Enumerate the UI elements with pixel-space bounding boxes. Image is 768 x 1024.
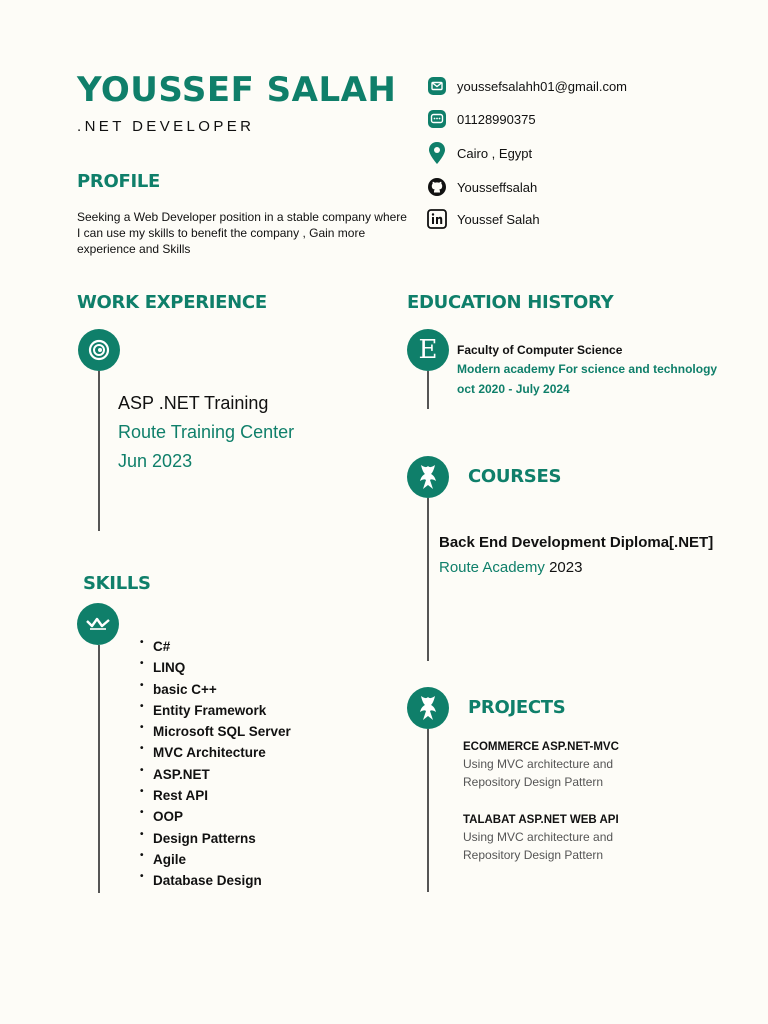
skill-item: • Entity Framework xyxy=(140,700,291,721)
github-text: Yousseffsalah xyxy=(457,179,538,195)
skills-heading: SKILLS xyxy=(83,573,151,594)
eagle-icon xyxy=(407,456,449,498)
skills-timeline-line xyxy=(98,645,100,893)
contact-linkedin[interactable] xyxy=(427,208,540,230)
skill-item: • C# xyxy=(140,636,291,657)
project-item xyxy=(463,741,619,791)
phone-text: 01128990375 xyxy=(457,111,536,127)
work-timeline-line xyxy=(98,371,100,531)
courses-heading: COURSES xyxy=(468,466,562,487)
education-degree: Faculty of Computer Science xyxy=(457,343,623,357)
candidate-name: YOUSSEF SALAH xyxy=(77,70,397,110)
profile-text: Seeking a Web Developer position in a stable company where I can use my skills to benefit the company , Gain more experience and Skills xyxy=(77,210,407,256)
location-pin-icon xyxy=(427,143,447,163)
course-institution-name: Route Academy xyxy=(439,559,545,576)
education-icon-letter: E xyxy=(418,335,438,365)
chat-icon xyxy=(427,109,447,129)
projects-timeline-line xyxy=(427,729,429,892)
skill-item: • ASP.NET xyxy=(140,764,291,785)
project-desc-line: Using MVC architecture and xyxy=(463,757,614,771)
projects-eagle-icon xyxy=(407,687,449,729)
course-title: Back End Development Diploma[.NET] xyxy=(439,534,714,551)
job-date-month: Jun xyxy=(118,451,148,471)
skill-item: • OOP xyxy=(140,806,291,827)
skill-item: • Agile xyxy=(140,849,291,870)
skill-item: • Design Patterns xyxy=(140,828,291,849)
job-date-year: 2023 xyxy=(152,451,193,471)
course-year: 2023 xyxy=(549,559,583,576)
courses-timeline-line xyxy=(427,498,429,661)
skill-item: • basic C++ xyxy=(140,679,291,700)
github-icon xyxy=(427,177,447,197)
job-role: .NET DEVELOPER xyxy=(77,118,255,135)
target-icon xyxy=(78,329,120,371)
skill-item: • Database Design xyxy=(140,870,291,891)
contact-phone[interactable] xyxy=(427,108,536,130)
project-item xyxy=(463,814,619,864)
education-timeline-line xyxy=(427,371,429,409)
job-date xyxy=(118,451,192,472)
project-title: TALABAT ASP.NET WEB API xyxy=(463,814,619,826)
contact-location xyxy=(427,142,532,164)
skill-item: • LINQ xyxy=(140,657,291,678)
job-title: ASP .NET Training xyxy=(118,393,269,413)
contact-github[interactable] xyxy=(427,176,537,198)
project-desc-line: Repository Design Pattern xyxy=(463,848,604,862)
email-text: youssefsalahh01@gmail.com xyxy=(457,78,628,94)
course-institution xyxy=(439,559,582,576)
location-text: Cairo , Egypt xyxy=(457,145,533,161)
profile-heading: PROFILE xyxy=(77,171,161,192)
email-icon xyxy=(427,76,447,96)
education-dates: oct 2020 - July 2024 xyxy=(457,382,570,396)
job-company: Route Training Center xyxy=(118,422,295,442)
skill-item: • MVC Architecture xyxy=(140,742,291,763)
project-desc-line: Using MVC architecture and xyxy=(463,830,614,844)
work-experience-heading: WORK EXPERIENCE xyxy=(77,292,267,313)
contact-email[interactable] xyxy=(427,75,627,97)
linkedin-text: Youssef Salah xyxy=(457,211,540,227)
project-title: ECOMMERCE ASP.NET-MVC xyxy=(463,741,619,753)
skill-item: • Microsoft SQL Server xyxy=(140,721,291,742)
project-desc-line: Repository Design Pattern xyxy=(463,775,604,789)
skill-item: • Rest API xyxy=(140,785,291,806)
skills-icon xyxy=(77,603,119,645)
linkedin-icon xyxy=(427,209,447,229)
skills-list xyxy=(140,636,291,892)
education-heading: EDUCATION HISTORY xyxy=(407,292,614,313)
education-school: Modern academy For science and technology xyxy=(457,362,718,376)
projects-heading: PROJECTS xyxy=(468,697,566,718)
education-icon xyxy=(407,329,449,371)
